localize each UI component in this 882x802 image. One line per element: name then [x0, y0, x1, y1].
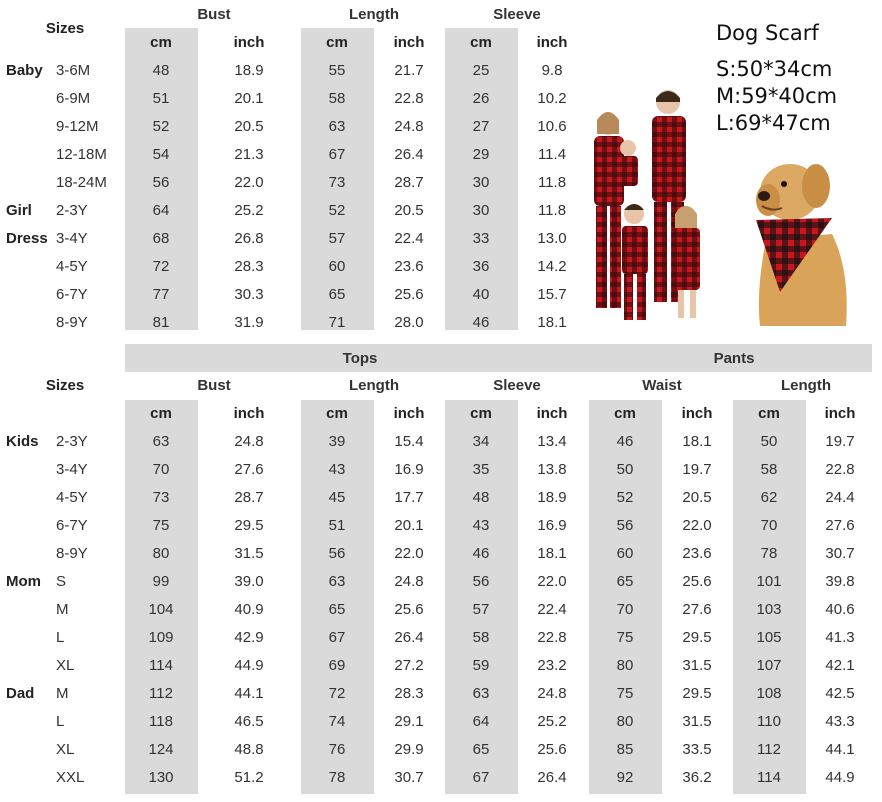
table-cell: 56	[472, 573, 490, 590]
table-cell: 27.6	[234, 461, 264, 478]
unit-header-inch: inch	[681, 405, 713, 422]
table-cell: 51	[328, 517, 346, 534]
size-label: XL	[56, 657, 75, 674]
unit-header-cm: cm	[150, 405, 172, 422]
unit-header-inch: inch	[393, 405, 425, 422]
unit-header-inch: inch	[824, 405, 856, 422]
table-cell: 17.7	[394, 489, 424, 506]
unit-header-cm: cm	[614, 405, 636, 422]
table-cell: 57	[472, 601, 490, 618]
sizes-label: Sizes	[45, 20, 85, 37]
table-cell: 80	[152, 545, 170, 562]
table-cell: 114	[757, 769, 781, 786]
dog-scarf-size-l: L:69*47cm	[716, 111, 831, 135]
table-cell: 29.1	[394, 713, 424, 730]
table-cell: 60	[616, 545, 634, 562]
table-cell: 13.8	[537, 461, 567, 478]
col-header-sleeve: Sleeve	[493, 377, 541, 394]
table-cell: 64	[472, 713, 490, 730]
table-cell: 18.9	[537, 489, 567, 506]
table-cell: 36.2	[682, 769, 712, 786]
size-label: 4-5Y	[56, 489, 88, 506]
unit-header-cm: cm	[326, 34, 348, 51]
table-cell: 22.0	[234, 174, 264, 191]
table-cell: 64	[152, 202, 170, 219]
col-header-pants-length: Length	[781, 377, 831, 394]
size-label: 2-3Y	[56, 202, 88, 219]
table-cell: 26	[472, 90, 490, 107]
table-cell: 10.2	[537, 90, 567, 107]
table-cell: 35	[472, 461, 490, 478]
table-cell: 11.8	[537, 202, 567, 219]
table-cell: 42.5	[825, 685, 855, 702]
unit-header-cm: cm	[470, 34, 492, 51]
table-cell: 44.1	[825, 741, 855, 758]
dog-scarf-size-s: S:50*34cm	[716, 57, 833, 81]
section-header-tops: Tops	[342, 350, 378, 367]
table-cell: 75	[616, 685, 634, 702]
table-cell: 39.0	[234, 573, 264, 590]
table-cell: 20.1	[394, 517, 424, 534]
group-label: Kids	[6, 433, 39, 450]
table-cell: 107	[756, 657, 782, 674]
table-cell: 18.1	[682, 433, 712, 450]
table-cell: 92	[616, 769, 634, 786]
table-cell: 58	[760, 461, 778, 478]
unit-header-cm: cm	[326, 405, 348, 422]
table-cell: 40.9	[234, 601, 264, 618]
size-label: 9-12M	[56, 118, 99, 135]
table-cell: 69	[328, 657, 346, 674]
table-cell: 27.2	[394, 657, 424, 674]
waist-cm-column-bg	[589, 400, 662, 794]
table-cell: 28.7	[394, 174, 424, 191]
family-illustration	[572, 82, 712, 328]
table-cell: 26.4	[537, 769, 567, 786]
table-cell: 13.4	[537, 433, 567, 450]
dog-with-scarf-photo	[746, 150, 852, 326]
table-cell: 30.7	[394, 769, 424, 786]
table-cell: 27.6	[825, 517, 855, 534]
group-label: Dad	[6, 685, 35, 702]
table-cell: 71	[328, 314, 346, 331]
table-cell: 21.7	[394, 62, 424, 79]
table-cell: 70	[760, 517, 778, 534]
table-cell: 19.7	[682, 461, 712, 478]
table-cell: 43	[328, 461, 346, 478]
group-label: Mom	[6, 573, 41, 590]
table-cell: 58	[328, 90, 346, 107]
table-cell: 76	[328, 741, 346, 758]
sleeve-cm-column-bg	[445, 400, 518, 794]
col-header-length: Length	[349, 6, 399, 23]
table-cell: 9.8	[541, 62, 563, 79]
pants-length-cm-column-bg	[733, 400, 806, 794]
table-cell: 25	[472, 62, 490, 79]
size-label: 8-9Y	[56, 314, 88, 331]
size-label: XXL	[56, 769, 85, 786]
table-cell: 46	[472, 545, 490, 562]
table-cell: 52	[152, 118, 170, 135]
table-cell: 51	[152, 90, 170, 107]
table-cell: 33	[472, 230, 490, 247]
table-cell: 23.6	[682, 545, 712, 562]
unit-header-inch: inch	[393, 34, 425, 51]
table-cell: 72	[328, 685, 346, 702]
col-header-sleeve: Sleeve	[493, 6, 541, 23]
family-pajamas-photo	[572, 82, 712, 328]
table-cell: 65	[328, 286, 346, 303]
size-label: 3-6M	[56, 62, 91, 79]
size-label: M	[56, 685, 69, 702]
table-cell: 18.9	[234, 62, 264, 79]
table-cell: 19.7	[825, 433, 855, 450]
table-cell: 25.2	[234, 202, 264, 219]
table-cell: 25.2	[537, 713, 567, 730]
table-cell: 105	[756, 629, 782, 646]
table-cell: 28.7	[234, 489, 264, 506]
unit-header-cm: cm	[470, 405, 492, 422]
table-cell: 25.6	[537, 741, 567, 758]
table-cell: 25.6	[394, 601, 424, 618]
table-cell: 10.6	[537, 118, 567, 135]
table-cell: 22.8	[394, 90, 424, 107]
table-cell: 22.8	[825, 461, 855, 478]
table-cell: 58	[472, 629, 490, 646]
table-cell: 11.8	[537, 174, 567, 191]
table-cell: 44.9	[234, 657, 264, 674]
table-cell: 24.8	[537, 685, 567, 702]
unit-header-cm: cm	[150, 34, 172, 51]
table-cell: 30	[472, 174, 490, 191]
table-cell: 44.9	[825, 769, 855, 786]
table-cell: 40.6	[825, 601, 855, 618]
table-cell: 52	[616, 489, 634, 506]
size-label: 12-18M	[56, 146, 107, 163]
table-cell: 63	[472, 685, 490, 702]
group-label: Girl	[6, 202, 32, 219]
table-cell: 67	[472, 769, 490, 786]
table-cell: 110	[757, 713, 781, 730]
unit-header-inch: inch	[536, 405, 568, 422]
table-cell: 112	[757, 741, 781, 758]
table-cell: 80	[616, 713, 634, 730]
table-cell: 18.1	[537, 314, 567, 331]
table-cell: 63	[328, 573, 346, 590]
size-label: 18-24M	[56, 174, 107, 191]
size-label: XL	[56, 741, 75, 758]
table-cell: 63	[152, 433, 170, 450]
table-cell: 65	[472, 741, 490, 758]
table-cell: 16.9	[537, 517, 567, 534]
table-cell: 75	[616, 629, 634, 646]
table-cell: 39.8	[825, 573, 855, 590]
table-cell: 23.6	[394, 258, 424, 275]
col-header-bust: Bust	[197, 377, 231, 394]
table-cell: 54	[152, 146, 170, 163]
table-cell: 46.5	[234, 713, 264, 730]
table-cell: 56	[152, 174, 170, 191]
table-cell: 70	[152, 461, 170, 478]
table-cell: 43	[472, 517, 490, 534]
table-cell: 31.9	[234, 314, 264, 331]
table-cell: 24.4	[825, 489, 855, 506]
table-cell: 112	[149, 685, 173, 702]
table-cell: 14.2	[537, 258, 567, 275]
group-label: Baby	[6, 62, 43, 79]
table-cell: 30.3	[234, 286, 264, 303]
dog-scarf-title: Dog Scarf	[716, 21, 819, 45]
table-cell: 28.3	[234, 258, 264, 275]
table-cell: 26.4	[394, 146, 424, 163]
table-cell: 20.5	[234, 118, 264, 135]
table-cell: 101	[756, 573, 782, 590]
table-cell: 43.3	[825, 713, 855, 730]
size-label: 8-9Y	[56, 545, 88, 562]
table-cell: 46	[472, 314, 490, 331]
table-cell: 45	[328, 489, 346, 506]
table-cell: 130	[148, 769, 174, 786]
table-cell: 72	[152, 258, 170, 275]
table-cell: 44.1	[234, 685, 264, 702]
table-cell: 62	[760, 489, 778, 506]
col-header-bust: Bust	[197, 6, 231, 23]
table-cell: 31.5	[682, 713, 712, 730]
table-cell: 23.2	[537, 657, 567, 674]
table-cell: 46	[616, 433, 634, 450]
size-label: S	[56, 573, 67, 590]
table-cell: 20.5	[394, 202, 424, 219]
table-cell: 24.8	[394, 118, 424, 135]
table-cell: 16.9	[394, 461, 424, 478]
table-cell: 56	[616, 517, 634, 534]
table-cell: 103	[756, 601, 782, 618]
table-cell: 118	[149, 713, 173, 730]
table-cell: 99	[152, 573, 170, 590]
table-cell: 63	[328, 118, 346, 135]
table-cell: 22.0	[394, 545, 424, 562]
table-cell: 24.8	[234, 433, 264, 450]
table-cell: 28.3	[394, 685, 424, 702]
table-cell: 22.4	[394, 230, 424, 247]
table-cell: 22.0	[682, 517, 712, 534]
table-cell: 74	[328, 713, 346, 730]
size-label: L	[56, 713, 65, 730]
table-cell: 25.6	[394, 286, 424, 303]
table-cell: 124	[148, 741, 174, 758]
table-cell: 67	[328, 146, 346, 163]
table-cell: 27.6	[682, 601, 712, 618]
size-label: 6-9M	[56, 90, 91, 107]
table-cell: 30	[472, 202, 490, 219]
table-cell: 60	[328, 258, 346, 275]
table-cell: 21.3	[234, 146, 264, 163]
table-cell: 34	[472, 433, 490, 450]
size-label: 6-7Y	[56, 517, 88, 534]
table-cell: 31.5	[234, 545, 264, 562]
table-cell: 15.7	[537, 286, 567, 303]
table-cell: 85	[616, 741, 634, 758]
table-cell: 70	[616, 601, 634, 618]
table-cell: 22.0	[537, 573, 567, 590]
table-cell: 57	[328, 230, 346, 247]
table-cell: 20.1	[234, 90, 264, 107]
table-cell: 48	[472, 489, 490, 506]
unit-header-inch: inch	[536, 34, 568, 51]
table-cell: 81	[152, 314, 170, 331]
size-label: 6-7Y	[56, 286, 88, 303]
table-cell: 73	[328, 174, 346, 191]
table-cell: 11.4	[537, 146, 567, 163]
table-cell: 22.4	[537, 601, 567, 618]
table-cell: 78	[760, 545, 778, 562]
table-cell: 29.5	[682, 685, 712, 702]
table-cell: 31.5	[682, 657, 712, 674]
unit-header-inch: inch	[233, 34, 265, 51]
table-cell: 20.5	[682, 489, 712, 506]
table-cell: 114	[149, 657, 173, 674]
size-label: 4-5Y	[56, 258, 88, 275]
table-cell: 18.1	[537, 545, 567, 562]
table-cell: 56	[328, 545, 346, 562]
table-cell: 78	[328, 769, 346, 786]
table-cell: 26.8	[234, 230, 264, 247]
table-cell: 40	[472, 286, 490, 303]
table-cell: 65	[328, 601, 346, 618]
table-cell: 27	[472, 118, 490, 135]
col-header-length: Length	[349, 377, 399, 394]
table-cell: 51.2	[234, 769, 264, 786]
table-cell: 67	[328, 629, 346, 646]
table-cell: 29.5	[234, 517, 264, 534]
dog-illustration	[746, 150, 852, 326]
size-label: 3-4Y	[56, 230, 88, 247]
table-cell: 80	[616, 657, 634, 674]
table-cell: 28.0	[394, 314, 424, 331]
table-cell: 41.3	[825, 629, 855, 646]
dog-scarf-size-m: M:59*40cm	[716, 84, 838, 108]
unit-header-cm: cm	[758, 405, 780, 422]
size-label: L	[56, 629, 65, 646]
table-cell: 109	[148, 629, 174, 646]
table-cell: 104	[148, 601, 174, 618]
table-cell: 108	[756, 685, 782, 702]
table-cell: 29.9	[394, 741, 424, 758]
table-cell: 26.4	[394, 629, 424, 646]
table-cell: 65	[616, 573, 634, 590]
table-cell: 33.5	[682, 741, 712, 758]
table-cell: 42.1	[825, 657, 855, 674]
section-header-pants: Pants	[713, 350, 755, 367]
table-cell: 52	[328, 202, 346, 219]
table-cell: 68	[152, 230, 170, 247]
size-label: 3-4Y	[56, 461, 88, 478]
table-cell: 29.5	[682, 629, 712, 646]
table-cell: 13.0	[537, 230, 567, 247]
bust-cm-column-bg	[125, 400, 198, 794]
table-cell: 48	[152, 62, 170, 79]
table-cell: 73	[152, 489, 170, 506]
length-cm-column-bg	[301, 400, 374, 794]
table-cell: 59	[472, 657, 490, 674]
table-cell: 48.8	[234, 741, 264, 758]
table-cell: 77	[152, 286, 170, 303]
table-cell: 50	[616, 461, 634, 478]
table-cell: 30.7	[825, 545, 855, 562]
table-cell: 50	[760, 433, 778, 450]
table-cell: 42.9	[234, 629, 264, 646]
table-cell: 25.6	[682, 573, 712, 590]
sizes-label: Sizes	[45, 377, 85, 394]
col-header-waist: Waist	[642, 377, 682, 394]
table-cell: 24.8	[394, 573, 424, 590]
table-cell: 36	[472, 258, 490, 275]
table-cell: 15.4	[394, 433, 424, 450]
table-cell: 39	[328, 433, 346, 450]
table-cell: 22.8	[537, 629, 567, 646]
size-label: M	[56, 601, 69, 618]
group-label: Dress	[6, 230, 48, 247]
table-cell: 55	[328, 62, 346, 79]
table-cell: 29	[472, 146, 490, 163]
unit-header-inch: inch	[233, 405, 265, 422]
table-cell: 75	[152, 517, 170, 534]
size-label: 2-3Y	[56, 433, 88, 450]
